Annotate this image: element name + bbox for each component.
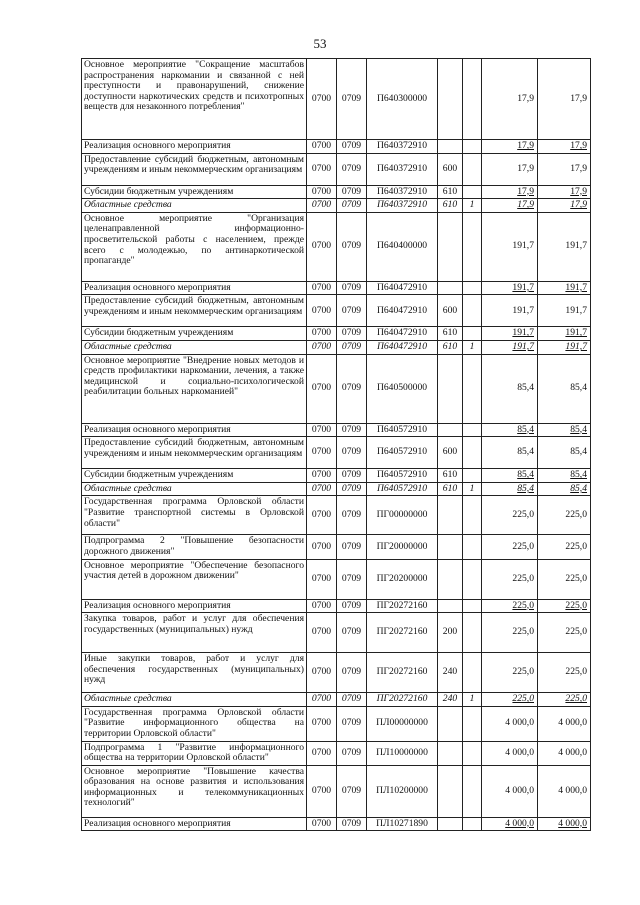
row-amount-2: 191,7 — [538, 281, 591, 295]
row-amount-1: 17,9 — [482, 140, 538, 154]
row-name: Основное мероприятие "Внедрение новых методов и средств профилактики наркомании, лечения, а также медицинской и социально-психологической реабилитации больных наркоманией" — [82, 354, 307, 423]
table-row — [82, 340, 591, 354]
row-name: Реализация основного мероприятия — [82, 281, 307, 295]
row-source-code — [463, 437, 482, 469]
row-name: Основное мероприятие "Повышение качества образования на основе развития и использования информационных и телекоммуникационных технологий" — [82, 765, 307, 817]
row-section-code: 0700 — [307, 281, 337, 295]
row-subsection-code: 0709 — [337, 741, 367, 765]
row-source-code — [463, 59, 482, 140]
row-source-code: 1 — [463, 693, 482, 707]
table-row — [82, 559, 591, 599]
table-row — [82, 817, 591, 831]
row-section-code: 0700 — [307, 354, 337, 423]
row-name: Реализация основного мероприятия — [82, 817, 307, 831]
row-section-code: 0700 — [307, 559, 337, 599]
row-amount-1: 17,9 — [482, 59, 538, 140]
row-subsection-code: 0709 — [337, 559, 367, 599]
row-amount-1: 4 000,0 — [482, 765, 538, 817]
row-amount-1: 225,0 — [482, 559, 538, 599]
table-row — [82, 153, 591, 185]
row-expense-type-code: 240 — [438, 693, 463, 707]
row-expense-type-code: 200 — [438, 613, 463, 653]
table-row — [82, 437, 591, 469]
row-source-code: 1 — [463, 199, 482, 213]
row-expense-type-code — [438, 212, 463, 281]
row-amount-1: 85,4 — [482, 469, 538, 483]
row-section-code: 0700 — [307, 327, 337, 341]
row-amount-2: 17,9 — [538, 153, 591, 185]
row-section-code: 0700 — [307, 496, 337, 535]
row-expense-type-code — [438, 281, 463, 295]
table-body — [82, 59, 591, 831]
table-row — [82, 469, 591, 483]
row-expense-type-code — [438, 599, 463, 613]
row-subsection-code: 0709 — [337, 653, 367, 693]
table-row — [82, 59, 591, 140]
row-target-article-code: ПГ20000000 — [367, 535, 438, 559]
row-expense-type-code: 610 — [438, 469, 463, 483]
row-amount-2: 17,9 — [538, 140, 591, 154]
row-subsection-code: 0709 — [337, 281, 367, 295]
row-subsection-code: 0709 — [337, 153, 367, 185]
row-amount-1: 17,9 — [482, 153, 538, 185]
table-row — [82, 653, 591, 693]
table-row — [82, 482, 591, 496]
row-source-code — [463, 817, 482, 831]
row-expense-type-code — [438, 496, 463, 535]
row-expense-type-code: 600 — [438, 295, 463, 327]
table-row — [82, 212, 591, 281]
row-amount-1: 85,4 — [482, 482, 538, 496]
row-amount-2: 4 000,0 — [538, 706, 591, 741]
row-target-article-code: П640400000 — [367, 212, 438, 281]
row-expense-type-code: 610 — [438, 199, 463, 213]
row-subsection-code: 0709 — [337, 140, 367, 154]
row-amount-1: 225,0 — [482, 653, 538, 693]
row-expense-type-code — [438, 354, 463, 423]
row-source-code — [463, 295, 482, 327]
row-name: Основное мероприятие "Сокращение масштабов распространения наркомании и связанной с ней преступности и правонарушений, снижение доступности наркотических средств и психотропных веществ для незаконного потребления" — [82, 59, 307, 140]
row-amount-1: 4 000,0 — [482, 741, 538, 765]
row-amount-2: 85,4 — [538, 354, 591, 423]
row-expense-type-code — [438, 765, 463, 817]
row-target-article-code: ПГ20272160 — [367, 613, 438, 653]
row-amount-2: 4 000,0 — [538, 765, 591, 817]
budget-table — [81, 58, 591, 831]
row-subsection-code: 0709 — [337, 693, 367, 707]
row-source-code — [463, 559, 482, 599]
row-section-code: 0700 — [307, 599, 337, 613]
row-source-code — [463, 599, 482, 613]
row-subsection-code: 0709 — [337, 423, 367, 437]
row-target-article-code: П640300000 — [367, 59, 438, 140]
row-name: Государственная программа Орловской области "Развитие транспортной системы в Орловской области" — [82, 496, 307, 535]
row-source-code — [463, 535, 482, 559]
row-source-code — [463, 496, 482, 535]
row-expense-type-code — [438, 559, 463, 599]
row-source-code — [463, 469, 482, 483]
row-amount-2: 191,7 — [538, 340, 591, 354]
row-section-code: 0700 — [307, 340, 337, 354]
row-amount-2: 191,7 — [538, 212, 591, 281]
row-name: Областные средства — [82, 340, 307, 354]
row-expense-type-code: 600 — [438, 437, 463, 469]
row-expense-type-code — [438, 741, 463, 765]
row-section-code: 0700 — [307, 185, 337, 199]
table-row — [82, 327, 591, 341]
row-expense-type-code: 610 — [438, 327, 463, 341]
row-amount-1: 4 000,0 — [482, 817, 538, 831]
row-expense-type-code — [438, 423, 463, 437]
row-subsection-code: 0709 — [337, 212, 367, 281]
row-amount-1: 191,7 — [482, 295, 538, 327]
row-target-article-code: П640372910 — [367, 140, 438, 154]
row-subsection-code: 0709 — [337, 340, 367, 354]
row-amount-2: 225,0 — [538, 693, 591, 707]
row-subsection-code: 0709 — [337, 59, 367, 140]
row-source-code — [463, 653, 482, 693]
row-amount-2: 225,0 — [538, 559, 591, 599]
row-subsection-code: 0709 — [337, 185, 367, 199]
row-section-code: 0700 — [307, 153, 337, 185]
row-amount-1: 225,0 — [482, 613, 538, 653]
row-amount-1: 85,4 — [482, 354, 538, 423]
row-section-code: 0700 — [307, 693, 337, 707]
row-name: Реализация основного мероприятия — [82, 423, 307, 437]
row-target-article-code: ПГ20200000 — [367, 559, 438, 599]
table-row — [82, 496, 591, 535]
row-amount-2: 225,0 — [538, 496, 591, 535]
row-section-code: 0700 — [307, 482, 337, 496]
row-target-article-code: ПЛ00000000 — [367, 706, 438, 741]
row-name: Субсидии бюджетным учреждениям — [82, 327, 307, 341]
row-target-article-code: П640372910 — [367, 185, 438, 199]
row-expense-type-code: 610 — [438, 482, 463, 496]
row-section-code: 0700 — [307, 140, 337, 154]
row-subsection-code: 0709 — [337, 437, 367, 469]
row-target-article-code: ПГ20272160 — [367, 693, 438, 707]
row-target-article-code: П640572910 — [367, 423, 438, 437]
row-amount-2: 85,4 — [538, 482, 591, 496]
row-amount-2: 4 000,0 — [538, 741, 591, 765]
row-amount-2: 85,4 — [538, 423, 591, 437]
row-expense-type-code — [438, 817, 463, 831]
row-section-code: 0700 — [307, 437, 337, 469]
row-amount-2: 225,0 — [538, 613, 591, 653]
row-source-code — [463, 741, 482, 765]
row-section-code: 0700 — [307, 741, 337, 765]
row-amount-2: 191,7 — [538, 327, 591, 341]
row-name: Подпрограмма 2 "Повышение безопасности дорожного движения" — [82, 535, 307, 559]
table-row — [82, 535, 591, 559]
row-target-article-code: ПЛ10271890 — [367, 817, 438, 831]
row-section-code: 0700 — [307, 613, 337, 653]
row-target-article-code: П640500000 — [367, 354, 438, 423]
row-amount-1: 191,7 — [482, 327, 538, 341]
row-target-article-code: П640372910 — [367, 199, 438, 213]
row-subsection-code: 0709 — [337, 613, 367, 653]
row-amount-1: 85,4 — [482, 423, 538, 437]
row-amount-1: 4 000,0 — [482, 706, 538, 741]
row-source-code — [463, 706, 482, 741]
row-target-article-code: П640472910 — [367, 340, 438, 354]
row-subsection-code: 0709 — [337, 496, 367, 535]
table-row — [82, 140, 591, 154]
row-subsection-code: 0709 — [337, 482, 367, 496]
row-amount-1: 17,9 — [482, 185, 538, 199]
row-section-code: 0700 — [307, 535, 337, 559]
row-source-code — [463, 185, 482, 199]
row-amount-2: 17,9 — [538, 199, 591, 213]
row-expense-type-code: 240 — [438, 653, 463, 693]
row-name: Субсидии бюджетным учреждениям — [82, 185, 307, 199]
row-target-article-code: ПЛ10000000 — [367, 741, 438, 765]
table-row — [82, 281, 591, 295]
row-subsection-code: 0709 — [337, 817, 367, 831]
row-section-code: 0700 — [307, 295, 337, 327]
row-amount-2: 4 000,0 — [538, 817, 591, 831]
row-amount-2: 17,9 — [538, 185, 591, 199]
row-subsection-code: 0709 — [337, 354, 367, 423]
table-row — [82, 354, 591, 423]
row-source-code — [463, 212, 482, 281]
row-name: Субсидии бюджетным учреждениям — [82, 469, 307, 483]
row-source-code — [463, 327, 482, 341]
row-subsection-code: 0709 — [337, 199, 367, 213]
row-name: Предоставление субсидий бюджетным, автономным учреждениям и иным некоммерческим организациям — [82, 437, 307, 469]
row-name: Подпрограмма 1 "Развитие информационного общества на территории Орловской области" — [82, 741, 307, 765]
row-section-code: 0700 — [307, 706, 337, 741]
row-expense-type-code: 600 — [438, 153, 463, 185]
row-target-article-code: ПГ20272160 — [367, 653, 438, 693]
table-row — [82, 741, 591, 765]
row-section-code: 0700 — [307, 817, 337, 831]
row-subsection-code: 0709 — [337, 469, 367, 483]
row-section-code: 0700 — [307, 469, 337, 483]
row-amount-2: 225,0 — [538, 535, 591, 559]
row-name: Основное мероприятие "Обеспечение безопасного участия детей в дорожном движении" — [82, 559, 307, 599]
row-amount-1: 225,0 — [482, 496, 538, 535]
row-subsection-code: 0709 — [337, 535, 367, 559]
table-row — [82, 423, 591, 437]
row-amount-1: 191,7 — [482, 340, 538, 354]
row-name: Областные средства — [82, 693, 307, 707]
row-source-code — [463, 423, 482, 437]
table-row — [82, 693, 591, 707]
row-expense-type-code — [438, 535, 463, 559]
row-source-code — [463, 354, 482, 423]
row-amount-1: 225,0 — [482, 535, 538, 559]
row-source-code — [463, 613, 482, 653]
table-row — [82, 706, 591, 741]
row-source-code: 1 — [463, 340, 482, 354]
row-source-code — [463, 140, 482, 154]
row-section-code: 0700 — [307, 59, 337, 140]
row-subsection-code: 0709 — [337, 599, 367, 613]
row-expense-type-code: 610 — [438, 340, 463, 354]
row-amount-2: 191,7 — [538, 295, 591, 327]
row-source-code — [463, 765, 482, 817]
row-amount-1: 225,0 — [482, 599, 538, 613]
row-target-article-code: П640372910 — [367, 153, 438, 185]
row-subsection-code: 0709 — [337, 706, 367, 741]
row-section-code: 0700 — [307, 199, 337, 213]
row-amount-1: 191,7 — [482, 212, 538, 281]
row-target-article-code: П640472910 — [367, 327, 438, 341]
row-target-article-code: П640472910 — [367, 295, 438, 327]
row-name: Государственная программа Орловской области "Развитие информационного общества на территории Орловской области" — [82, 706, 307, 741]
row-amount-2: 85,4 — [538, 469, 591, 483]
row-amount-1: 17,9 — [482, 199, 538, 213]
row-amount-1: 191,7 — [482, 281, 538, 295]
row-subsection-code: 0709 — [337, 295, 367, 327]
row-target-article-code: ПГ00000000 — [367, 496, 438, 535]
row-amount-2: 17,9 — [538, 59, 591, 140]
row-amount-2: 225,0 — [538, 653, 591, 693]
table-row — [82, 599, 591, 613]
row-amount-1: 225,0 — [482, 693, 538, 707]
row-source-code — [463, 153, 482, 185]
row-section-code: 0700 — [307, 423, 337, 437]
row-name: Предоставление субсидий бюджетным, автономным учреждениям и иным некоммерческим организациям — [82, 153, 307, 185]
row-name: Реализация основного мероприятия — [82, 599, 307, 613]
row-source-code: 1 — [463, 482, 482, 496]
row-amount-1: 85,4 — [482, 437, 538, 469]
row-name: Предоставление субсидий бюджетным, автономным учреждениям и иным некоммерческим организациям — [82, 295, 307, 327]
table-row — [82, 613, 591, 653]
row-expense-type-code: 610 — [438, 185, 463, 199]
row-name: Закупка товаров, работ и услуг для обеспечения государственных (муниципальных) нужд — [82, 613, 307, 653]
row-section-code: 0700 — [307, 212, 337, 281]
row-expense-type-code — [438, 140, 463, 154]
table-row — [82, 765, 591, 817]
row-name: Областные средства — [82, 482, 307, 496]
row-target-article-code: П640572910 — [367, 437, 438, 469]
row-amount-2: 85,4 — [538, 437, 591, 469]
table-row — [82, 199, 591, 213]
row-target-article-code: ПЛ10200000 — [367, 765, 438, 817]
table-row — [82, 185, 591, 199]
row-target-article-code: П640572910 — [367, 469, 438, 483]
row-name: Иные закупки товаров, работ и услуг для обеспечения государственных (муниципальных) нужд — [82, 653, 307, 693]
row-expense-type-code — [438, 59, 463, 140]
page-number: 53 — [313, 36, 327, 51]
row-source-code — [463, 281, 482, 295]
row-name: Областные средства — [82, 199, 307, 213]
row-amount-2: 225,0 — [538, 599, 591, 613]
row-name: Реализация основного мероприятия — [82, 140, 307, 154]
row-section-code: 0700 — [307, 765, 337, 817]
row-target-article-code: П640472910 — [367, 281, 438, 295]
row-target-article-code: ПГ20272160 — [367, 599, 438, 613]
row-subsection-code: 0709 — [337, 765, 367, 817]
row-target-article-code: П640572910 — [367, 482, 438, 496]
row-name: Основное мероприятие "Организация целенаправленной информационно-просветительской работы с населением, прежде всего с молодежью, по антинаркотической пропаганде" — [82, 212, 307, 281]
table-row — [82, 295, 591, 327]
row-section-code: 0700 — [307, 653, 337, 693]
row-subsection-code: 0709 — [337, 327, 367, 341]
row-expense-type-code — [438, 706, 463, 741]
